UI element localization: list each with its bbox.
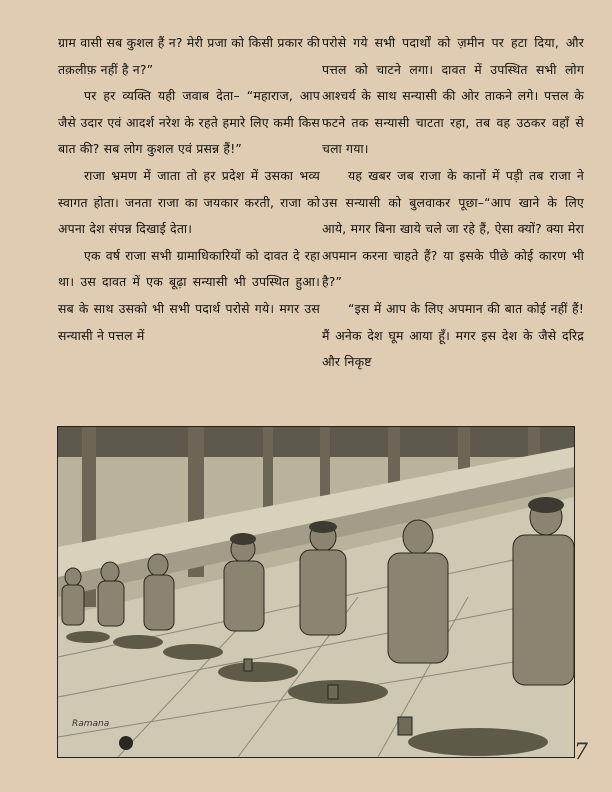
- paragraph: यह खबर जब राजा के कानों में पड़ी तब राजा ने उस सन्यासी को बुलवाकर पूछा–“आप खाने के लिए आये, मगर बिना खाये चले जा रहे हैं, ऐसा क्यों? क्या मेरा अपमान करना चाहते हैं? या इसके पीछे कोई कारण भी है?”: [322, 167, 584, 290]
- left-text-column: [58, 30, 320, 349]
- paragraph: एक वर्ष राजा सभी ग्रामाधिकारियों को दावत दे रहा था। उस दावत में एक बूढ़ा सन्यासी भी उपस्थित हुआ। सब के साथ उसको भी सभी पदार्थ परोसे गये। मगर उस सन्यासी ने पत्तल में: [58, 247, 320, 343]
- paragraph: ग्राम वासी सब कुशल हैं न? मेरी प्रजा को किसी प्रकार की तक़लीफ़ नहीं है न?”: [58, 35, 320, 77]
- paragraph: पर हर व्यक्ति यही जवाब देता– “महाराज, आप जैसे उदार एवं आदर्श नरेश के रहते हमारे लिए कमी किस बात की? सब लोग कुशल एवं प्रसन्न हैं!”: [58, 88, 320, 157]
- right-text-column: [322, 30, 584, 376]
- feast-scene-drawing: [58, 427, 574, 757]
- paragraph: “इस में आप के लिए अपमान की बात कोई नहीं हैं! मैं अनेक देश घूम आया हूँ। मगर इस देश के जैसे दरिद्र और निकृष्ट: [322, 300, 584, 370]
- paragraph: राजा भ्रमण में जाता तो हर प्रदेश में उसका भव्य स्वागत होता। जनता राजा का जयकार करती, राजा को अपना देश संपन्न दिखाई देता।: [58, 167, 320, 237]
- paragraph: परोसे गये सभी पदार्थों को ज़मीन पर हटा दिया, और पत्तल को चाटने लगा। दावत में उपस्थित सभी लोग आश्चर्य के साथ सन्यासी की ओर ताकने लगे। पत्तल के फटने तक सन्यासी चाटता रहा, तब वह उठकर वहाँ से चला गया।: [322, 35, 584, 157]
- page-number: 7: [574, 740, 588, 765]
- artist-signature: Ramana: [72, 719, 110, 729]
- feast-illustration: [57, 426, 575, 758]
